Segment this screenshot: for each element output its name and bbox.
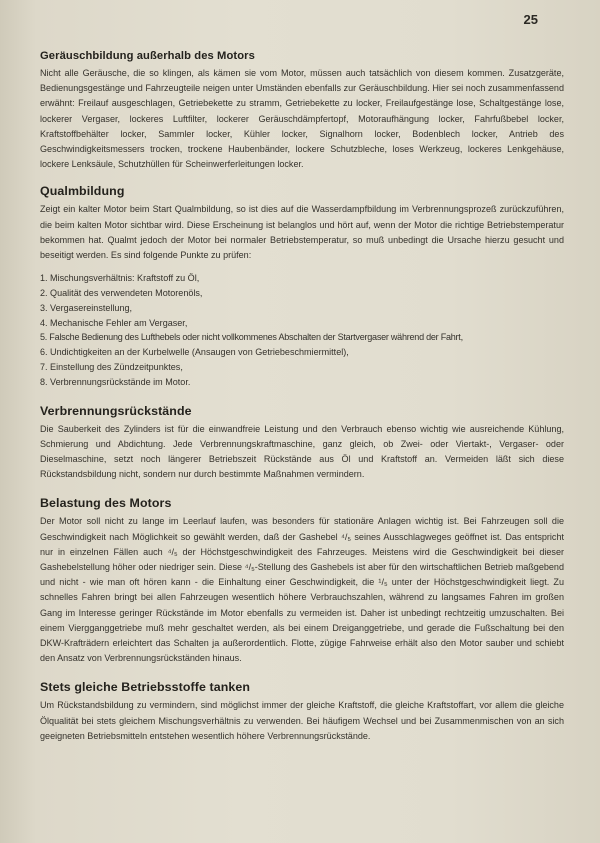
section-smoke	[40, 184, 564, 389]
section-title-smoke: Qualmbildung	[40, 184, 125, 199]
section-title-fuel: Stets gleiche Betriebsstoffe tanken	[40, 680, 251, 695]
section-load	[40, 496, 564, 666]
section-title-load: Belastung des Motors	[40, 496, 172, 511]
list-item: 7. Einstellung des Zündzeitpunktes,	[40, 362, 183, 373]
check-list	[40, 271, 564, 389]
section-paragraph: Der Motor soll nicht zu lange im Leerlauf laufen, was besonders für stationäre Anlagen wichtig ist. Bei Fahrzeugen soll die Geschwindigkeit nach Möglichkeit so gewählt werden, daß der Gashebel ⁴/₅ seines Ausschlagweges geöffnet ist. Das entspricht nur in einzelnen Fällen auch ⁴/₅ der Höchstgeschwindigkeit des Fahrzeuges. Meistens wird die Geschwindigkeit bei dieser Gashebelstellung höher oder niedriger sein. Diese ⁴/₅-Stellung des Gashebels ist aber für den wirtschaftlichen Betrieb maßgebend und nicht - wie man oft hören kann - die Einhaltung einer Geschwindigkeit, die ¹/₅ unter der Höchstgeschwindigkeit liegt. Zu schnelles Fahren bringt bei allen Fahrzeugen wesentlich höhere Verbrauchszahlen, während zu langsames Fahren im großen Gang im Interesse geringer Rückstände im Motor ebenfalls zu vermeiden ist. Daher ist unbedingt rechtzeitig umzuschalten. Bei einem Viergganggetriebe muß mehr geschaltet werden, als bei einem Dreiganggetriebe, und gerade die Fußschaltung bei den DKW-Krafträdern erleichtert das Schalten ja außerordentlich. Flotte, zügige Fahrweise erhält also den Motor sauber und schiebt den Ansatz von Verbrennungsrückständen hinaus.	[40, 516, 564, 664]
list-item: 4. Mechanische Fehler am Vergaser,	[40, 317, 188, 328]
section-residue	[40, 404, 564, 483]
list-item: 1. Mischungsverhältnis: Kraftstoff zu Öl,	[40, 273, 200, 284]
list-item: 3. Vergasereinstellung,	[40, 302, 133, 313]
list-item: 8. Verbrennungsrückstände im Motor.	[40, 376, 191, 387]
section-paragraph: Zeigt ein kalter Motor beim Start Qualmbildung, so ist dies auf die Wasserdampfbildung im Verbrennungsprozeß zurückzuführen, die beim kalten Motor sichtbar wird. Diese Erscheinung ist belanglos und hört auf, wenn der Motor die richtige Betriebstemperatur bekommen hat. Qualmt jedoch der Motor bei normaler Betriebstemperatur, so muß unbedingt die Ursache hierzu gesucht und beseitigt werden. Es sind folgende Punkte zu prüfen:	[40, 204, 564, 261]
section-paragraph: Nicht alle Geräusche, die so klingen, als kämen sie vom Motor, müssen auch tatsächlich von diesem kommen. Zusatzgeräte, Bedienungsgestänge und Fahrzeugteile neigen unter Umständen ebenfalls zur Geräuschbildung. Hier sei noch zusammenfassend erwähnt: Freilauf ausgeschlagen, Getriebekette zu stramm, Getriebekette zu locker, Freilaufgestänge lose, Schaltgestänge lose, lockerer Vergaser, lockeres Luftfilter, lockerer Geräuschdämpfertopf, Motoraufhängung locker, Fahrfußbebel locker, Kraftstoffbehälter locker, Sammler locker, Kühler locker, Signalhorn locker, Bodenblech locker, Antrieb des Geschwindigkeitsmessers trocken, trockene Haubenbänder, lockere Schutzbleche, loses Werkzeug, lockeres Lenkgehäuse, lockere Lenksäule, Schutzhüllen für Scheinwerferleitungen locker.	[40, 68, 564, 170]
section-noise	[40, 50, 564, 172]
section-fuel	[40, 680, 564, 744]
section-title-noise: Geräuschbildung außerhalb des Motors	[40, 50, 255, 62]
page-number: 25	[523, 12, 538, 27]
page-content	[40, 50, 564, 758]
section-paragraph: Um Rückstandsbildung zu vermindern, sind möglichst immer der gleiche Kraftstoff, die gleiche Kraftstoffart, vor allem die gleiche Ölqualität bei stets gleichem Mischungsverhältnis zu verwenden. Bei häufigem Wechsel und bei Zusammenmischen von an sich geeigneten Betriebsmitteln entstehen wesentlich höhere Verbrennungsrückstände.	[40, 700, 564, 741]
section-paragraph: Die Sauberkeit des Zylinders ist für die einwandfreie Leistung und den Verbrauch ebenso wichtig wie ausreichende Kühlung, Schmierung und Abdichtung. Jede Verbrennungskraftmaschine, ganz gleich, ob Zwei- oder Viertakt-, Vergaser- oder Dieselmaschine, setzt noch längerer Betriebszeit Rückstände aus Öl und Kraftstoff an. Vermeiden läßt sich diese Rückstandsbildung nicht, sondern nur durch bestimmte Maßnahmen vermindern.	[40, 423, 564, 480]
list-item: 6. Undichtigkeiten an der Kurbelwelle (Ansaugen von Getriebeschmiermittel),	[40, 347, 349, 358]
list-item: 2. Qualität des verwendeten Motorenöls,	[40, 288, 203, 299]
list-item: 5. Falsche Bedienung des Lufthebels oder nicht vollkommenes Abschalten der Startvergaser während der Fahrt,	[40, 332, 463, 343]
section-title-residue: Verbrennungsrückstände	[40, 403, 192, 418]
